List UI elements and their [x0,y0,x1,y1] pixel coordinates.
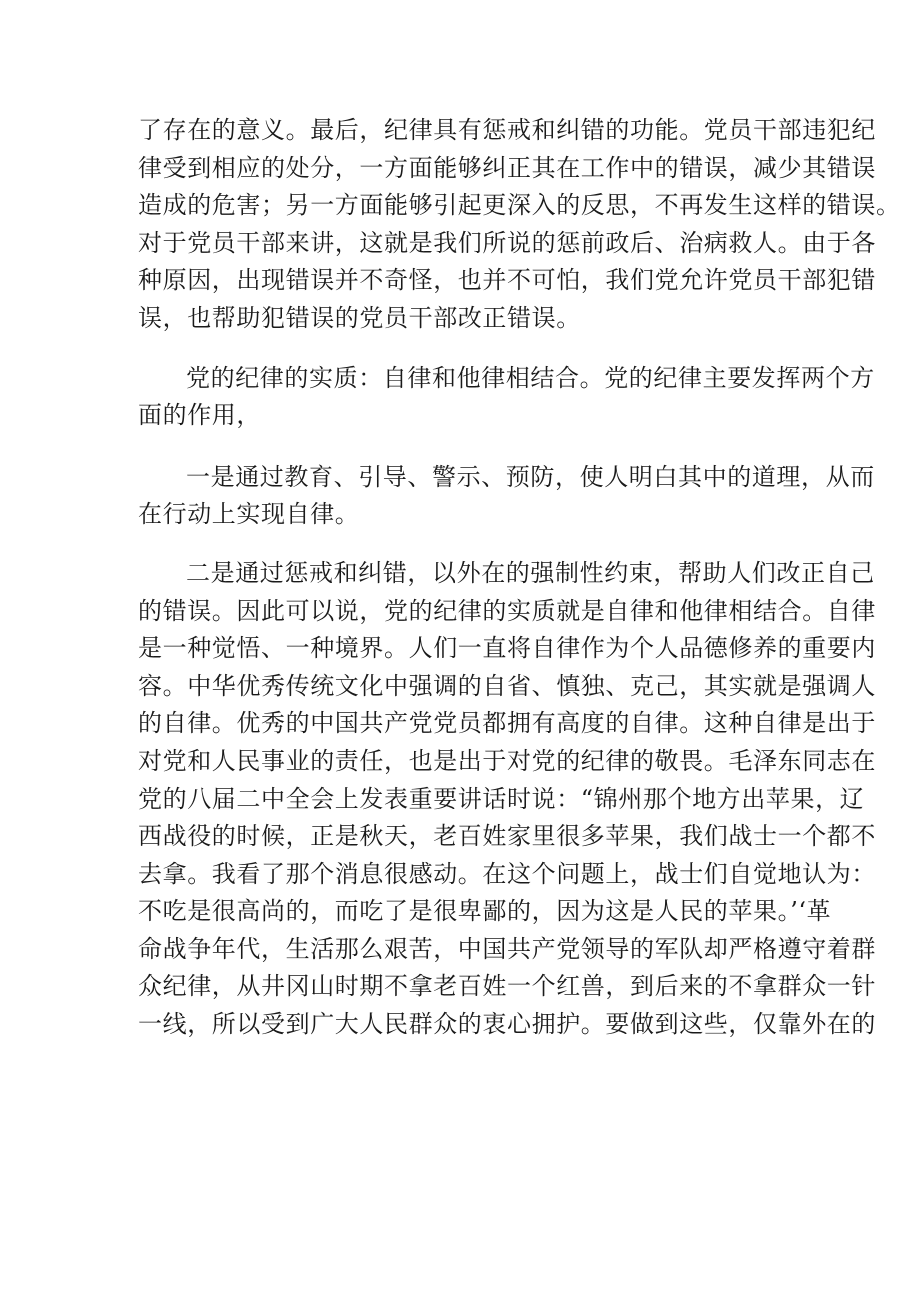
text-line: 律受到相应的处分，一方面能够纠正其在工作中的错误，减少其错误 [138,153,876,182]
text-line: 的错误。因此可以说，党的纪律的实质就是自律和他律相结合。自律 [138,596,876,625]
text-line: 种原因，出现错误并不奇怪，也并不可怕，我们党允许党员干部犯错 [138,266,876,295]
paragraph-discipline-function [138,112,901,338]
text-line: 面的作用， [138,401,261,430]
text-line: 不吃是很高尚的，而吃了是很卑鄙的，因为这是人民的苹果。’‘革 [138,897,832,926]
text-line: 误，也帮助犯错误的党员干部改正错误。 [138,303,581,332]
paragraph-point-one [138,459,875,534]
text-line: 的自律。优秀的中国共产党党员都拥有高度的自律。这种自律是出于 [138,709,876,738]
text-line: 二是通过惩戒和纠错，以外在的强制性约束，帮助人们改正自己 [186,558,875,587]
paragraph-discipline-essence [138,360,875,435]
text-line: 命战争年代，生活那么艰苦，中国共产党领导的军队却严格遵守着群 [138,934,876,963]
text-line: 对党和人民事业的责任，也是出于对党的纪律的敬畏。毛泽东同志在 [138,746,876,775]
text-line: 在行动上实现自律。 [138,500,360,529]
text-line: 对于党员干部来讲，这就是我们所说的惩前政后、治病救人。由于各 [138,228,876,257]
text-line: 造成的危害；另一方面能够引起更深入的反思，不再发生这样的错误。 [138,191,901,220]
document-body [138,112,901,1044]
text-line: 党的八届二中全会上发表重要讲话时说：“锦州那个地方出苹果，辽 [138,784,865,813]
text-line: 一是通过教育、引导、警示、预防，使人明白其中的道理，从而 [186,462,875,491]
text-line: 一线，所以受到广大人民群众的衷心拥护。要做到这些，仅靠外在的 [138,1010,876,1039]
text-line: 党的纪律的实质：自律和他律相结合。党的纪律主要发挥两个方 [186,363,875,392]
paragraph-point-two [138,555,876,1044]
text-line: 西战役的时候，正是秋天，老百姓家里很多苹果，我们战士一个都不 [138,822,876,851]
text-line: 容。中华优秀传统文化中强调的自省、慎独、克己，其实就是强调人 [138,671,876,700]
text-line: 是一种觉悟、一种境界。人们一直将自律作为个人品德修养的重要内 [138,634,876,663]
text-line: 去拿。我看了那个消息很感动。在这个问题上，战士们自觉地认为： [138,859,876,888]
text-line: 众纪律，从井冈山时期不拿老百姓一个红兽，到后来的不拿群众一针 [138,972,876,1001]
text-line: 了存在的意义。最后，纪律具有惩戒和纠错的功能。党员干部违犯纪 [138,116,876,144]
